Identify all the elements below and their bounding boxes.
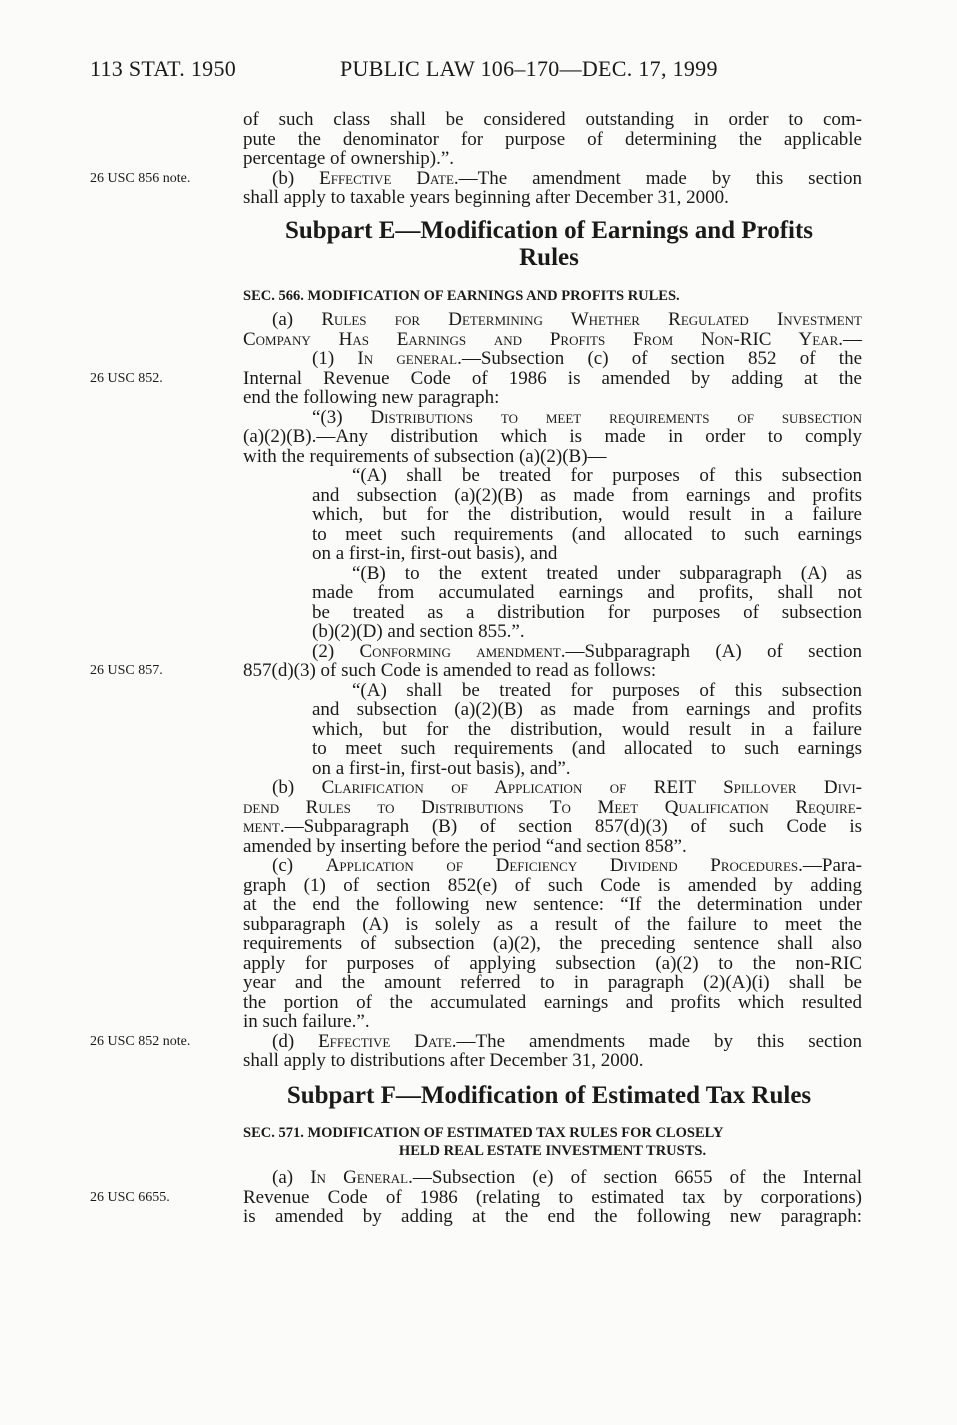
text-line bbox=[243, 622, 862, 642]
text-segment: requirements of subsection (a)(2), the preceding sentence shall also bbox=[243, 933, 862, 954]
text-segment: to meet such requirements (and allocated to such earnings bbox=[312, 523, 862, 545]
text-segment: (2) bbox=[312, 640, 360, 662]
sec-571-title-line: HELD REAL ESTATE INVESTMENT TRUSTS. bbox=[398, 1143, 707, 1159]
text-line bbox=[243, 149, 862, 169]
small-caps-text: Company Has Earnings and Profits From Non-RIC Year bbox=[243, 328, 839, 350]
text-segment: to meet such requirements (and allocated to such earnings bbox=[312, 738, 862, 759]
small-caps-text: Effective Date bbox=[319, 167, 454, 189]
text-line bbox=[243, 447, 862, 467]
text-line bbox=[243, 1207, 862, 1227]
text-segment: Revenue Code of 1986 (relating to estimated tax by corporations) bbox=[243, 1186, 862, 1208]
text-line bbox=[243, 681, 862, 701]
text-line bbox=[243, 603, 862, 623]
text-line bbox=[243, 1168, 862, 1188]
text-segment: .— bbox=[838, 328, 862, 350]
margin-citation-note: 26 USC 852. bbox=[90, 370, 163, 386]
text-line bbox=[243, 954, 862, 974]
text-line bbox=[243, 720, 862, 740]
text-segment: end the following new paragraph: bbox=[243, 387, 500, 408]
text-line bbox=[243, 895, 862, 915]
text-segment: .—Subparagraph (B) of section 857(d)(3) of such Code is bbox=[279, 816, 862, 837]
text-segment: at the end the following new sentence: “If the determination under bbox=[243, 894, 862, 915]
text-line bbox=[243, 505, 862, 525]
text-segment: (c) bbox=[272, 855, 326, 876]
text-segment: graph (1) of section 852(e) of such Code is amended by adding bbox=[243, 874, 862, 896]
text-segment: is amended by adding at the end the following new paragraph: bbox=[243, 1206, 862, 1227]
text-line bbox=[243, 408, 862, 428]
text-segment: which, but for the distribution, would result in a failure bbox=[312, 718, 862, 740]
text-segment: .—Subsection (c) of section 852 of the bbox=[457, 348, 863, 369]
small-caps-text: Conforming amendment bbox=[359, 640, 561, 662]
margin-citation-note: 26 USC 6655. bbox=[90, 1189, 170, 1205]
text-line bbox=[243, 1012, 862, 1032]
text-segment: amended by inserting before the period “and section 858”. bbox=[243, 835, 687, 857]
text-segment: “(3) bbox=[312, 406, 371, 428]
text-segment: .—The amendment made by this section bbox=[453, 167, 862, 189]
small-caps-text: Distributions to meet requirements of subsection bbox=[370, 406, 862, 428]
text-line bbox=[243, 130, 862, 150]
text-line bbox=[90, 367, 862, 389]
text-line bbox=[243, 876, 862, 896]
text-line bbox=[243, 915, 862, 935]
text-line bbox=[243, 466, 862, 486]
section-565-continuation bbox=[90, 109, 862, 208]
small-caps-text: Spillover Divi- bbox=[723, 777, 863, 798]
text-line bbox=[243, 700, 862, 720]
sec-566-title: SEC. 566. MODIFICATION OF EARNINGS AND PROFITS RULES. bbox=[243, 288, 680, 304]
text-segment: subparagraph (A) is solely as a result of the failure to meet the bbox=[243, 913, 862, 935]
text-segment: Internal Revenue Code of 1986 is amended by adding at the bbox=[243, 367, 862, 389]
text-segment: apply for purposes of applying subsection (a)(2) to the non-RIC bbox=[243, 952, 862, 974]
text-line bbox=[243, 310, 862, 330]
text-segment: the portion of the accumulated earnings and profits which resulted bbox=[243, 991, 862, 1013]
text-segment: (b)(2)(D) and section 855.”. bbox=[312, 621, 525, 642]
small-caps-text: Effective Date bbox=[318, 1030, 452, 1052]
text-line bbox=[243, 934, 862, 954]
text-line bbox=[243, 349, 862, 369]
text-segment: and subsection (a)(2)(B) as made from earnings and profits bbox=[312, 484, 862, 506]
text-segment: .—The amendments made by this section bbox=[451, 1030, 863, 1052]
text-segment: .—Subparagraph (A) of section bbox=[560, 640, 862, 662]
small-caps-text: dend Rules to Distributions To Meet Qualification Require- bbox=[243, 796, 862, 818]
text-line bbox=[243, 544, 862, 564]
small-caps-text: Rules for Determining Whether Regulated Investment bbox=[321, 309, 862, 330]
subpart-e-heading bbox=[243, 217, 855, 271]
text-segment: (1) bbox=[312, 348, 358, 369]
text-segment: made from accumulated earnings and profits, shall not bbox=[312, 582, 862, 603]
text-segment: “(B) to the extent treated under subparagraph (A) as bbox=[352, 562, 862, 584]
text-segment: shall apply to taxable years beginning after December 31, 2000. bbox=[243, 187, 729, 208]
text-segment: REIT bbox=[626, 777, 724, 798]
text-segment: (a)(2)(B) bbox=[243, 426, 312, 447]
text-line bbox=[90, 1186, 862, 1208]
text-line bbox=[243, 1051, 862, 1071]
text-segment: (a) bbox=[272, 309, 322, 330]
small-caps-text: Clarification of Application of bbox=[321, 777, 627, 798]
sec-566-heading bbox=[243, 287, 862, 305]
text-line bbox=[243, 525, 862, 545]
text-segment: (b) bbox=[272, 167, 320, 189]
text-line bbox=[243, 856, 862, 876]
subpart-f-heading-line: Subpart F—Modification of Estimated Tax Rules bbox=[286, 1082, 812, 1109]
text-line bbox=[243, 973, 862, 993]
small-caps-text: In General bbox=[310, 1167, 409, 1188]
text-segment: (a) bbox=[272, 1167, 311, 1188]
text-line bbox=[243, 486, 862, 506]
text-segment: 857(d)(3) of such Code is amended to read as follows: bbox=[243, 660, 657, 681]
text-segment: pute the denominator for purpose of determining the applicable bbox=[243, 128, 862, 150]
text-segment: .—Para- bbox=[798, 855, 862, 876]
text-segment: on a first-in, first-out basis), and bbox=[312, 543, 558, 564]
text-segment: (d) bbox=[272, 1030, 319, 1052]
text-segment: shall apply to distributions after December 31, 2000. bbox=[243, 1050, 644, 1071]
text-line bbox=[243, 798, 862, 818]
sec-571-title-line: SEC. 571. MODIFICATION OF ESTIMATED TAX RULES FOR CLOSELY bbox=[243, 1125, 724, 1141]
text-segment: year and the amount referred to in paragraph (2)(A)(i) shall be bbox=[243, 972, 862, 993]
sec-571-heading bbox=[243, 1124, 862, 1160]
text-line bbox=[243, 188, 862, 208]
subpart-f-heading bbox=[243, 1082, 855, 1109]
section-566-body bbox=[90, 309, 863, 1071]
text-line bbox=[243, 388, 862, 408]
margin-citation-note: 26 USC 852 note. bbox=[90, 1033, 191, 1049]
text-segment: of such class shall be considered outstanding in order to com- bbox=[243, 109, 862, 130]
text-line bbox=[243, 739, 862, 759]
subpart-e-heading-line: Subpart E—Modification of Earnings and Profits bbox=[284, 217, 814, 244]
text-segment: on a first-in, first-out basis), and”. bbox=[312, 757, 571, 779]
text-line bbox=[243, 993, 862, 1013]
text-segment: .—Subsection (e) of section 6655 of the Internal bbox=[408, 1167, 862, 1188]
text-line bbox=[90, 1030, 863, 1052]
text-segment: which, but for the distribution, would result in a failure bbox=[312, 504, 862, 525]
text-segment: with the requirements of subsection (a)(2)(B)— bbox=[243, 445, 607, 467]
text-line bbox=[243, 427, 862, 447]
text-segment: be treated as a distribution for purposes of subsection bbox=[312, 601, 862, 623]
margin-citation-note: 26 USC 857. bbox=[90, 663, 163, 678]
text-line bbox=[243, 759, 862, 779]
running-title: PUBLIC LAW 106–170—DEC. 17, 1999 bbox=[340, 56, 718, 81]
margin-citation-note: 26 USC 856 note. bbox=[90, 170, 191, 186]
text-line bbox=[243, 837, 862, 857]
small-caps-text: In general bbox=[357, 348, 458, 369]
small-caps-text: Application of Deficiency Dividend Procedures bbox=[325, 855, 799, 876]
text-segment: and subsection (a)(2)(B) as made from earnings and profits bbox=[312, 699, 862, 720]
subpart-e-heading-line: Rules bbox=[519, 244, 579, 271]
small-caps-text: ment bbox=[243, 816, 280, 837]
page-number: 113 STAT. 1950 bbox=[90, 56, 237, 81]
text-line bbox=[243, 330, 862, 350]
text-line bbox=[243, 642, 862, 662]
text-line bbox=[90, 167, 862, 189]
text-segment: “(A) shall be treated for purposes of this subsection bbox=[352, 679, 862, 701]
text-line bbox=[243, 583, 862, 603]
text-segment: “(A) shall be treated for purposes of this subsection bbox=[352, 465, 862, 486]
text-segment: in such failure.”. bbox=[243, 1011, 370, 1032]
text-segment: (b) bbox=[272, 777, 322, 798]
text-line bbox=[90, 660, 862, 681]
text-line bbox=[243, 817, 862, 837]
text-line bbox=[243, 778, 862, 798]
text-line bbox=[243, 564, 862, 584]
section-571-body bbox=[90, 1167, 862, 1227]
text-segment: percentage of ownership).”. bbox=[243, 148, 455, 169]
text-segment: .—Any distribution which is made in order to comply bbox=[311, 426, 862, 447]
text-line bbox=[243, 110, 862, 130]
